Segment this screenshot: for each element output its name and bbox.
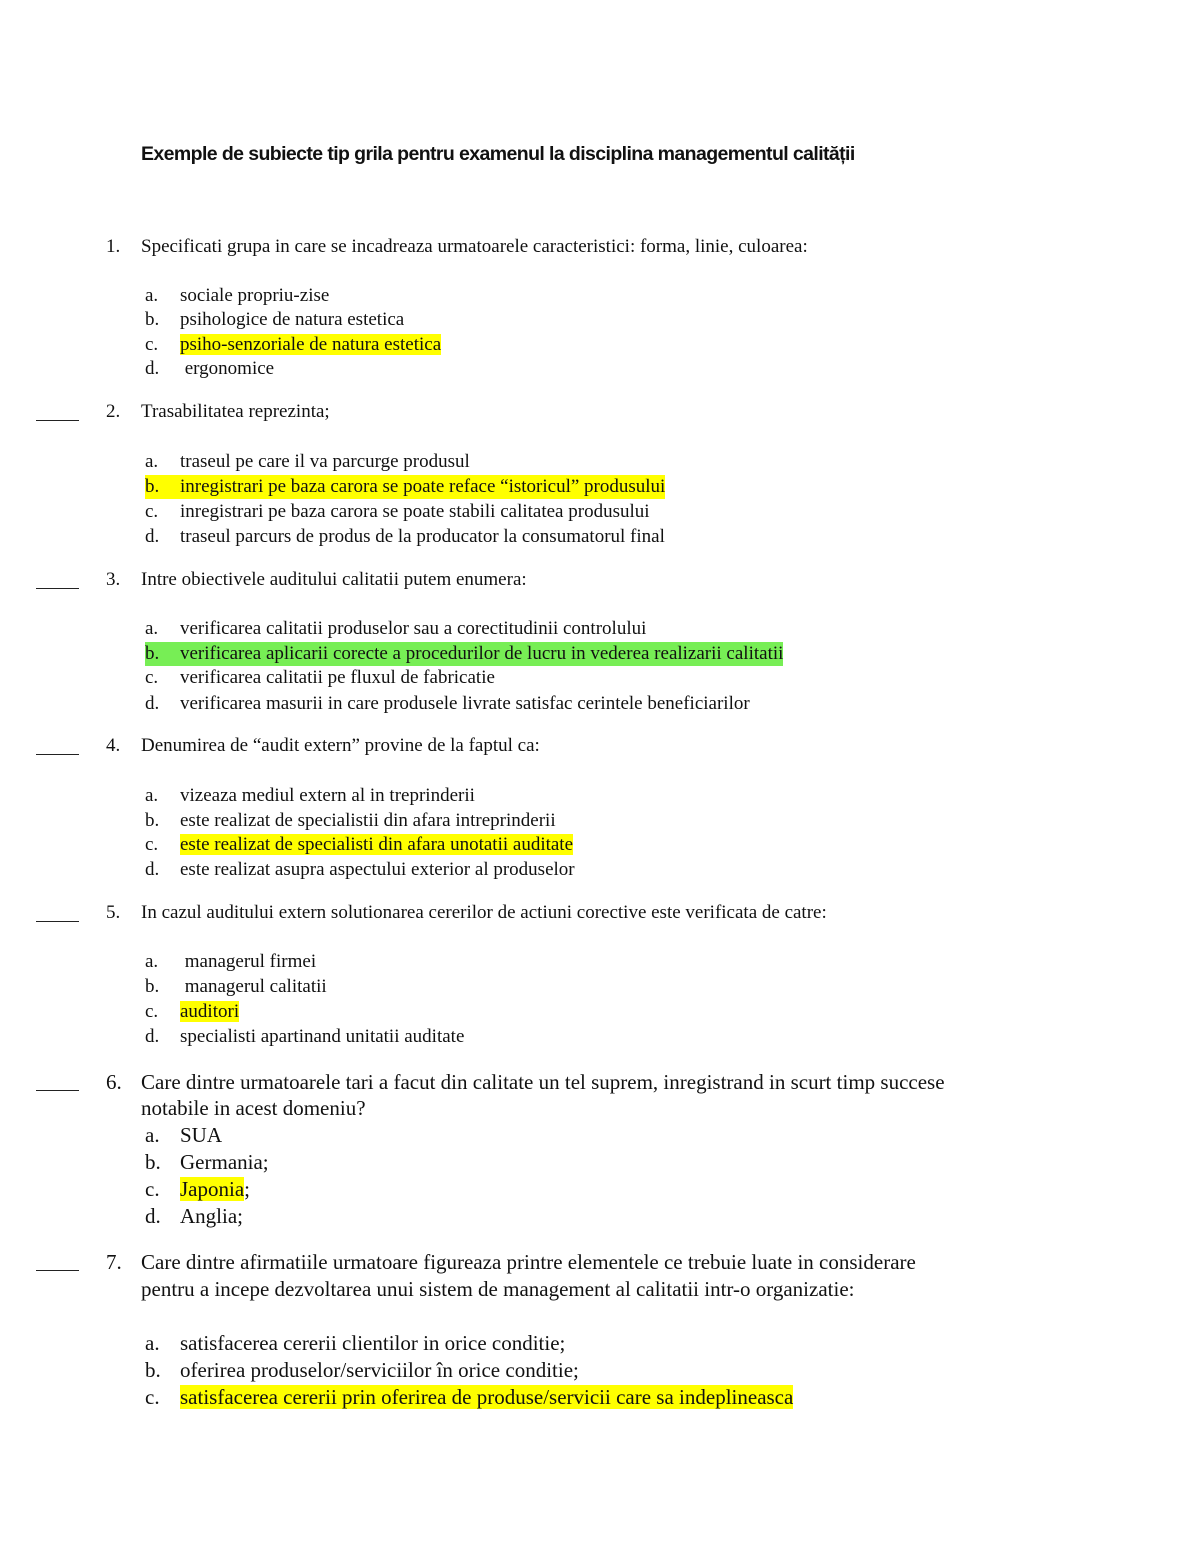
answer-option[interactable] <box>0 1330 1200 1356</box>
question-text: Trasabilitatea reprezinta; <box>141 401 330 422</box>
question-line <box>0 400 1200 424</box>
option-text-wrap <box>180 308 404 332</box>
answer-option[interactable] <box>0 450 1200 474</box>
option-text: verificarea calitatii produselor sau a corectitudinii controlului <box>180 618 647 639</box>
answer-option[interactable] <box>0 525 1200 549</box>
option-label: d. <box>145 358 160 379</box>
answer-option[interactable] <box>0 1357 1200 1383</box>
option-text-wrap <box>180 666 495 690</box>
option-text: traseul parcurs de produs de la producator la consumatorul final <box>180 526 665 547</box>
option-text: psihologice de natura estetica <box>180 309 405 330</box>
option-text: traseul pe care il va parcurge produsul <box>180 451 470 472</box>
option-text: managerul calitatii <box>180 976 327 997</box>
option-text: inregistrari pe baza carora se poate reface “istoricul” produsului <box>180 476 666 497</box>
question-line <box>0 1095 1200 1121</box>
answer-option[interactable] <box>0 809 1200 833</box>
option-text: managerul firmei <box>180 951 317 972</box>
option-label: c. <box>145 1177 160 1201</box>
answer-option[interactable] <box>0 284 1200 308</box>
option-label: b. <box>145 1150 161 1174</box>
option-text-wrap <box>180 525 665 549</box>
option-label: b. <box>145 476 160 497</box>
question-number: 4. <box>106 735 121 756</box>
option-label: c. <box>145 1385 160 1409</box>
option-label: d. <box>145 1026 160 1047</box>
question-line <box>0 1249 1200 1275</box>
option-label: a. <box>145 785 159 806</box>
answer-option[interactable] <box>0 692 1200 716</box>
question-number: 5. <box>106 902 121 923</box>
option-label: b. <box>145 309 160 330</box>
question-line <box>0 235 1200 259</box>
option-text: sociale propriu-zise <box>180 285 330 306</box>
option-text: SUA <box>180 1123 223 1147</box>
option-text-wrap <box>180 975 327 999</box>
answer-option[interactable] <box>0 1203 1200 1229</box>
option-label: b. <box>145 643 160 664</box>
question-line <box>0 568 1200 592</box>
answer-option[interactable] <box>0 666 1200 690</box>
answer-option[interactable] <box>0 1176 1200 1202</box>
option-label: c. <box>145 501 159 522</box>
option-text: verificarea aplicarii corecte a procedurilor de lucru in vederea realizarii calitatii <box>180 643 784 664</box>
option-label: b. <box>145 810 160 831</box>
option-text: satisfacerea cererii prin oferirea de produse/servicii care sa indeplineasca <box>180 1385 794 1409</box>
option-highlight <box>145 475 665 499</box>
answer-option[interactable] <box>0 1384 1200 1410</box>
option-label: c. <box>145 1001 159 1022</box>
option-text: inregistrari pe baza carora se poate stabili calitatea produsului <box>180 501 650 522</box>
option-text-wrap <box>180 1203 243 1229</box>
option-text-wrap <box>180 1357 579 1383</box>
option-text: Japonia <box>180 1177 245 1201</box>
question-line <box>0 734 1200 758</box>
option-label: d. <box>145 1204 161 1228</box>
option-text-wrap <box>180 1384 793 1410</box>
option-label: a. <box>145 285 159 306</box>
document-title: Exemple de subiecte tip grila pentru examenul la disciplina managementul calității <box>141 143 855 165</box>
question-text: notabile in acest domeniu? <box>141 1096 366 1120</box>
option-text-wrap <box>180 1176 250 1202</box>
question-line <box>0 1069 1200 1095</box>
option-text-wrap <box>180 284 329 308</box>
question-text: Denumirea de “audit extern” provine de la faptul ca: <box>141 735 540 756</box>
option-suffix: ; <box>244 1177 250 1201</box>
option-label: a. <box>145 1123 160 1147</box>
question-text: Specificati grupa in care se incadreaza urmatoarele caracteristici: forma, linie, culoarea: <box>141 236 808 257</box>
answer-option[interactable] <box>0 357 1200 381</box>
option-text: psiho-senzoriale de natura estetica <box>180 334 442 355</box>
answer-option[interactable] <box>0 1000 1200 1024</box>
option-text-wrap <box>180 833 573 857</box>
option-text-wrap <box>180 357 274 381</box>
answer-option[interactable] <box>0 833 1200 857</box>
question-text: Care dintre afirmatiile urmatoare figureaza printre elementele ce trebuie luate in considerare <box>141 1250 916 1274</box>
answer-option[interactable] <box>0 950 1200 974</box>
option-text-wrap <box>180 1149 269 1175</box>
option-text-wrap <box>180 617 646 641</box>
answer-option[interactable] <box>0 1149 1200 1175</box>
option-text: verificarea masurii in care produsele livrate satisfac cerintele beneficiarilor <box>180 693 750 714</box>
answer-option[interactable] <box>0 975 1200 999</box>
question-text: Intre obiectivele auditului calitatii putem enumera: <box>141 569 527 590</box>
option-label: c. <box>145 667 159 688</box>
question-line <box>0 1276 1200 1302</box>
option-text: auditori <box>180 1001 240 1022</box>
option-text-wrap <box>180 1000 239 1024</box>
option-text: Germania; <box>180 1150 269 1174</box>
option-label: a. <box>145 1331 160 1355</box>
answer-option[interactable] <box>0 333 1200 357</box>
option-label: c. <box>145 834 159 855</box>
question-text: Care dintre urmatoarele tari a facut din calitate un tel suprem, inregistrand in scurt timp succese <box>141 1070 945 1094</box>
option-label: a. <box>145 618 159 639</box>
answer-option[interactable] <box>0 642 1200 666</box>
answer-option[interactable] <box>0 1122 1200 1148</box>
option-text-wrap <box>180 450 470 474</box>
option-text: este realizat de specialistii din afara intreprinderii <box>180 810 556 831</box>
answer-option[interactable] <box>0 1025 1200 1049</box>
option-text: verificarea calitatii pe fluxul de fabricatie <box>180 667 495 688</box>
option-label: d. <box>145 859 160 880</box>
option-text: vizeaza mediul extern al in treprinderii <box>180 785 475 806</box>
question-number: 2. <box>106 401 121 422</box>
answer-option[interactable] <box>0 858 1200 882</box>
option-text-wrap <box>180 809 556 833</box>
option-text-wrap <box>180 500 650 524</box>
option-text-wrap <box>180 1025 464 1049</box>
option-label: b. <box>145 1358 161 1382</box>
question-number: 3. <box>106 569 121 590</box>
question-line <box>0 901 1200 925</box>
option-text-wrap <box>180 858 575 882</box>
question-text: In cazul auditului extern solutionarea cererilor de actiuni corective este verificata de catre: <box>141 902 827 923</box>
option-label: d. <box>145 693 160 714</box>
option-text: oferirea produselor/serviciilor în orice conditie; <box>180 1358 579 1382</box>
option-text: Anglia; <box>180 1204 243 1228</box>
answer-option[interactable] <box>0 784 1200 808</box>
option-text-wrap <box>180 1330 565 1356</box>
answer-option[interactable] <box>0 500 1200 524</box>
option-text: specialisti apartinand unitatii auditate <box>180 1026 465 1047</box>
answer-option[interactable] <box>0 617 1200 641</box>
option-text: ergonomice <box>180 358 275 379</box>
option-text: satisfacerea cererii clientilor in orice conditie; <box>180 1331 566 1355</box>
question-text: pentru a incepe dezvoltarea unui sistem de management al calitatii intr-o organizatie: <box>141 1277 855 1301</box>
option-text-wrap <box>180 692 750 716</box>
option-text-wrap <box>180 950 316 974</box>
option-label: a. <box>145 951 159 972</box>
option-label: d. <box>145 526 160 547</box>
option-text: este realizat de specialisti din afara unotatii auditate <box>180 834 574 855</box>
option-text-wrap <box>180 1122 222 1148</box>
option-text: este realizat asupra aspectului exterior al produselor <box>180 859 575 880</box>
option-label: c. <box>145 334 159 355</box>
option-label: a. <box>145 451 159 472</box>
option-text-wrap <box>180 333 441 357</box>
question-number: 1. <box>106 236 121 257</box>
question-number: 7. <box>106 1250 122 1274</box>
option-highlight <box>145 642 783 666</box>
question-number: 6. <box>106 1070 122 1094</box>
answer-option[interactable] <box>0 308 1200 332</box>
option-text-wrap <box>180 784 475 808</box>
option-label: b. <box>145 976 160 997</box>
answer-option[interactable] <box>0 475 1200 499</box>
